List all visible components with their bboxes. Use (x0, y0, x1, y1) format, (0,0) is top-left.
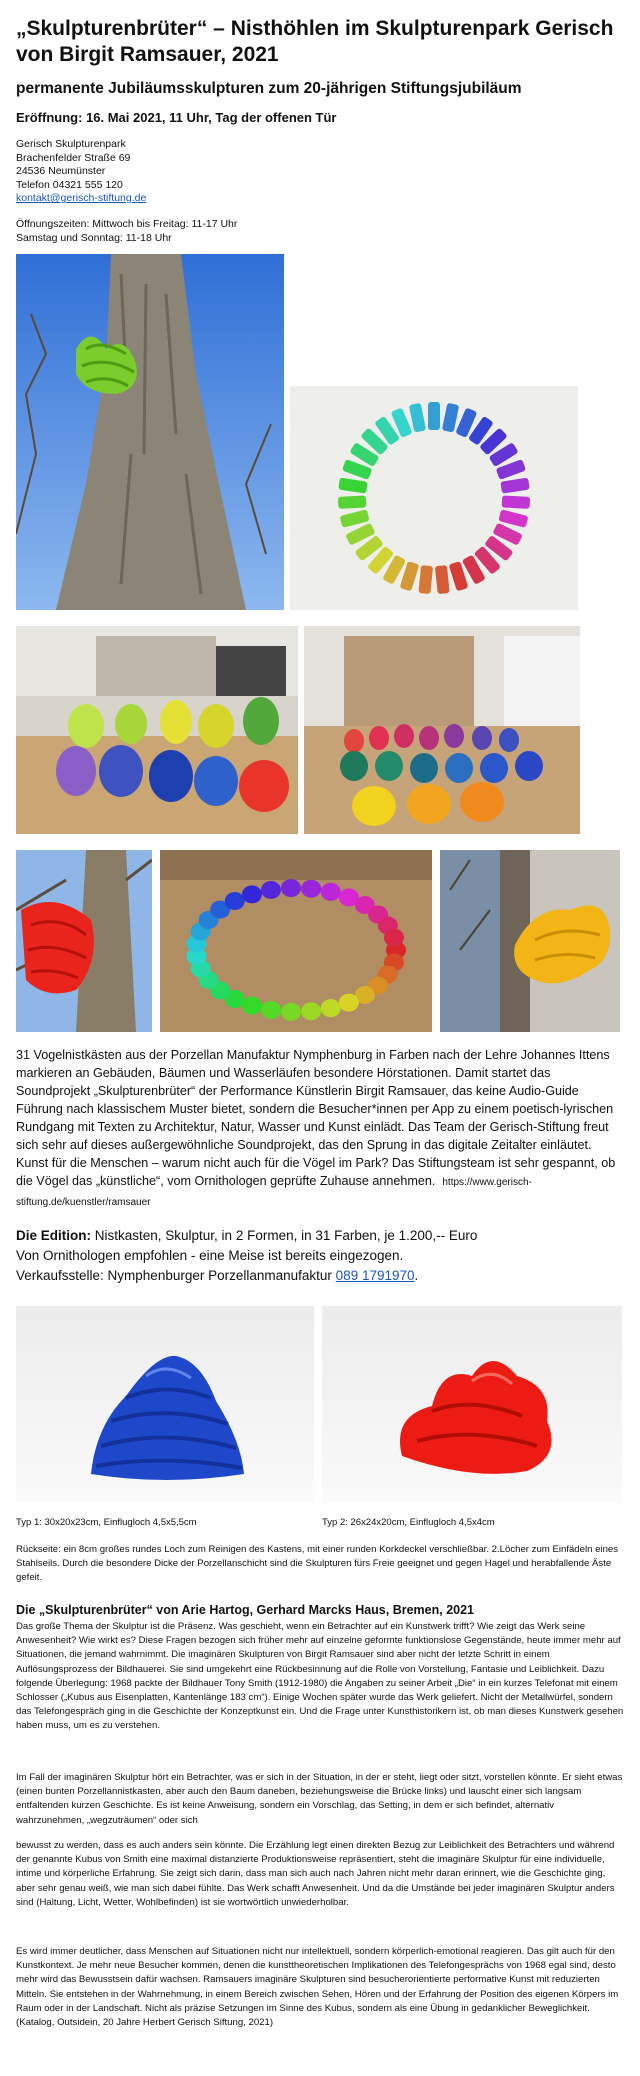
edition-line3-prefix: Verkaufsstelle: Nymphenburger Porzellanmanufaktur (16, 1268, 336, 1283)
ring-nestbox (225, 892, 245, 910)
intro-url[interactable]: https://www.gerisch-stiftung.de/kuenstler/ramsauer (16, 1177, 532, 1208)
address-phone: Telefon 04321 555 120 (16, 178, 123, 191)
ring-nestbox (281, 879, 301, 897)
ring-nestbox (242, 885, 262, 903)
intro-paragraph (16, 1046, 624, 1212)
page-subtitle: permanente Jubiläumsskulpturen zum 20-jährigen Stiftungsjubiläum (16, 80, 522, 97)
ring-nestbox (321, 883, 341, 901)
photo-workshop-table-2 (304, 626, 580, 834)
ring-nestbox (301, 880, 321, 898)
email-link[interactable]: kontakt@gerisch-stiftung.de (16, 192, 147, 204)
phone-link[interactable]: 089 1791970 (335, 1268, 415, 1283)
photo-type1-blue (16, 1306, 314, 1502)
photo-tree-green-nestbox (16, 254, 284, 610)
essay-paragraph-2: Im Fall der imaginären Skulptur hört ein Betrachter, was er sich in der Situation, in der er steht, liegt oder sitzt, vorstellen könnte. Er sieht etwas (einen bunten Porzellannistkasten, aber auch den Baum daneben, beziehungsweise die Brücke links) und lauscht einer sich langsam entfaltenden kurzen Geschichte. Es ist keine Anweisung, sondern ein Vorschlag, das Setting, in dem er sich befindet, alternativ wahrzunehmen, „wegzuträumen“ oder sich (16, 1772, 623, 1826)
hours-label: Öffnungszeiten: (16, 218, 90, 230)
ring-nestbox (321, 999, 341, 1017)
hours-weekdays: Mittwoch bis Freitag: 11-17 Uhr (89, 218, 238, 230)
essay-heading: Die „Skulpturenbrüter“ von Arie Hartog, Gerhard Marcks Haus, Bremen, 2021 (16, 1603, 475, 1617)
edition-line3-suffix: . (414, 1268, 419, 1283)
photo-yellow-nestbox-wall (440, 850, 620, 1032)
hours-weekend: Samstag und Sonntag: 11-18 Uhr (16, 231, 172, 244)
opening-label: Eröffnung (16, 110, 79, 125)
edition-line2: Von Ornithologen empfohlen - eine Meise ist bereits eingezogen. (16, 1248, 404, 1263)
photo-workshop-table-1 (16, 626, 298, 834)
color-tile (428, 402, 440, 430)
photo-ring-of-nestboxes (160, 850, 432, 1032)
photo-red-nestbox-tree (16, 850, 152, 1032)
page-title: „Skulpturenbrüter“ – Nisthöhlen im Skulpturenpark Gerisch von Birgit Ramsauer, 2021 (16, 17, 614, 66)
opening-hours (16, 218, 237, 245)
edition-block (16, 1226, 624, 1286)
opening-text: : 16. Mai 2021, 11 Uhr, Tag der offenen Tür (78, 110, 337, 125)
edition-label: Die Edition: (16, 1228, 91, 1243)
ring-nestbox (301, 1002, 321, 1020)
color-tile (502, 495, 531, 508)
type2-caption: Typ 2: 26x24x20cm, Einflugloch 4,5x4cm (322, 1517, 495, 1528)
essay-paragraph-1: Das große Thema der Skulptur ist die Präsenz. Was geschieht, wenn ein Betrachter auf ein Kunstwerk trifft? Wie zeigt das Werk seine Anwesenheit? Wie wirkt es? Diese Fragen bezogen sich früher mehr auf einzelne geformte funktionslose Gegenstände, heute immer mehr auf Situationen, die jemand wahrnimmt. Die imaginären Skulpturen von Birgit Ramsauer sind aber nicht der letzte Schritt in einem Auflösungsprozess der Bildhauerei. Sie sind umgekehrt eine Rückbesinnung auf die Rolle von Vorstellung, Fantasie und Leiblichkeit. Dazu folgende Überlegung: 1968 packte der Bildhauer Tony Smith (1912-1980) die Angaben zu seiner Arbeit „Die“ in ein kurzes Telefonat mit einem Schlosser („Kubus aus Eisenplatten, Kantenlänge 183 cm“). Einige Wochen später wurde das Werk geliefert. Nicht der Metallwürfel, sondern das Telefongespräch ging in die Geschichte der Konzeptkunst ein. Und die Frage unter Kunsthistorikern ist, ob man dieses Kunstwerk gesehen haben muss, um es zu verstehen. (16, 1621, 624, 1732)
ring-nestbox (339, 994, 359, 1012)
intro-text: 31 Vogelnistkästen aus der Porzellan Manufaktur Nymphenburg in Farben nach der Lehre Johannes Ittens markieren an Gebäuden, Bäumen und Wasserläufen besondere Hörstationen. Damit startet das Soundprojekt „Skulpturenbrüter“ der Performance Künstlerin Birgit Ramsauer, das keine Audio-Guide Führung nach klassischem Muster bietet, sondern die Besucher*innen per App zu einem poetisch-lyrischen Rundgang mit Texten zu Architektur, Natur, Wasser und Kunst einlädt. Das Team der Gerisch-Stiftung freut sich sehr auf dieses außergewöhnliche Soundprojekt, das den Sprung in das digitale Zeitalter einläutet. Kunst für die Menschen – warum nicht auch für die Vögel im Park? Das Stiftungsteam ist sehr gespannt, ob die Vögel das „künstliche“, vom Ornithologen geprüfte Zuhause annehmen. (16, 1048, 616, 1188)
address-street: Brachenfelder Straße 69 (16, 151, 131, 164)
edition-line1: Nistkasten, Skulptur, in 2 Formen, in 31 Farben, je 1.200,-- Euro (91, 1228, 478, 1243)
address-name: Gerisch Skulpturenpark (16, 138, 126, 150)
address-block (16, 138, 146, 206)
color-tile (338, 495, 367, 508)
ring-nestbox (261, 1001, 281, 1019)
essay-paragraph-4: Es wird immer deutlicher, dass Menschen auf Situationen nicht nur intellektuell, sondern körperlich-emotional reagieren. Das gilt auch für den Kunstkontext. Je mehr neue Besucher kommen, denen die kunsttheoretischen Implikationen des Telefongesprächs von 1968 egal sind, desto mehr wird das Bewusstsein dafür wachsen. Ramsauers imaginäre Skulpturen sind besucherorientierte performative Kunst mit reduzierten Mitteln. Sie entstehen in der Wahrnehmung, in einem Bereich zwischen Sehen, Hören und der Erfahrung der Position des eigenen Körpers im Raum oder in der Landschaft. Nicht als präzise Setzungen im Sinne des Kubus, sondern als eine Übung in gedanklicher Beweglichkeit. (Katalog, Outsidein, 20 Jahre Herbert Gerisch Siftung, 2021) (16, 1946, 619, 2029)
essay-paragraph-3: bewusst zu werden, dass es auch anders sein könnte. Die Erzählung legt einen direkten Bezug zur Leiblichkeit des Betrachters und während der genannte Kubus von Smith eine maximal distanzierte Produktionsweise repräsentiert, steht die imaginäre Skulptur für eine individuelle, intime und körperliche Erfahrung. Sie zeigt sich darin, dass man sich auch nach Jahren nicht mehr daran erinnert, wie die Geschichte ging, aber sehr genau weiß, wie man sich dabei fühlte. Das Werk schafft Anwesenheit. Und da die Umstände bei jeder imaginären Skulptur anders sind (Haltung, Licht, Wetter, Wohlbefinden) ist sie wortwörtlich unwiederholbar. (16, 1840, 615, 1908)
ring-nestbox (384, 929, 404, 947)
address-city: 24536 Neumünster (16, 165, 106, 177)
opening-line (16, 110, 337, 125)
photo-type2-red (322, 1306, 622, 1502)
photo-color-wheel (290, 386, 578, 610)
type1-caption: Typ 1: 30x20x23cm, Einflugloch 4,5x5,5cm (16, 1517, 197, 1528)
back-note: Rückseite: ein 8cm großes rundes Loch zum Reinigen des Kastens, mit einer runden Korkdeckel verschließbar. 2.Löcher zum Einfädeln eines Stahlseils. Durch die besondere Dicke der Porzellanschicht sind die Skulpturen fürs Freie geeignet und gegen Hagel und herabfallende Äste gefeit. (16, 1544, 619, 1584)
ring-nestbox (281, 1003, 301, 1021)
ring-nestbox (261, 881, 281, 899)
ring-nestbox (242, 997, 262, 1015)
